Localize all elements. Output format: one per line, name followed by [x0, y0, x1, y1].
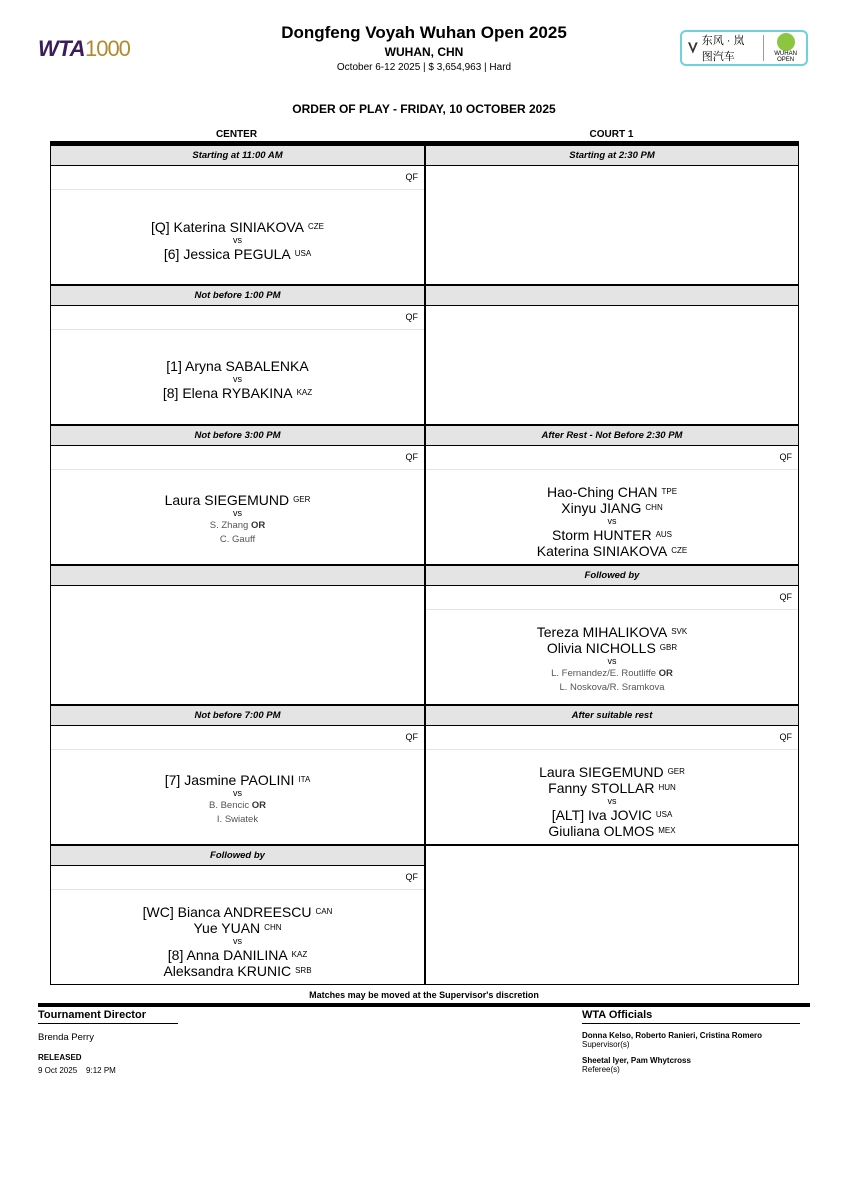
player-name: [426, 823, 798, 839]
player-name: [51, 219, 424, 235]
player-nationality: MEX: [658, 826, 676, 835]
player-first: Xinyu: [561, 500, 597, 516]
time-slot-header: [50, 425, 425, 446]
player-last: YUAN: [221, 920, 261, 936]
vs-label: vs: [607, 516, 617, 526]
or-label: OR: [251, 800, 267, 811]
player-nationality: GER: [667, 767, 685, 776]
player-last: SINIAKOVA: [229, 219, 305, 235]
player-seed: [1]: [166, 358, 182, 374]
player-first: Yue: [193, 920, 218, 936]
player-last: ANDREESCU: [223, 904, 312, 920]
alternative-name: I. Swiatek: [216, 814, 259, 825]
time-slot-header: [50, 705, 425, 726]
player-nationality: HUN: [658, 783, 676, 792]
match-cell: [50, 445, 425, 565]
player-first: Fanny: [548, 780, 588, 796]
player-last: JOVIC: [610, 807, 652, 823]
round-label: QF: [405, 732, 418, 742]
round-label: QF: [779, 452, 792, 462]
player-last: JIANG: [600, 500, 642, 516]
player-name: [51, 359, 424, 374]
referees-role: Referee(s): [582, 1065, 620, 1074]
match-cell: [50, 305, 425, 425]
vs-label: vs: [233, 508, 242, 518]
or-label: OR: [658, 668, 673, 679]
player-last: PEGULA: [233, 246, 291, 262]
time-slot-header: [50, 845, 425, 866]
player-nationality: GER: [293, 495, 311, 504]
wuhan-open-text: WUHAN OPEN: [774, 51, 797, 63]
player-seed: [ALT]: [551, 807, 585, 823]
player-name: [51, 385, 424, 401]
match-cell: [50, 865, 425, 985]
player-last: HUNTER: [593, 527, 652, 543]
match-block: [426, 624, 798, 695]
time-slot-label: After Rest - Not Before 2:30 PM: [541, 430, 683, 441]
player-last: PAOLINI: [240, 772, 295, 788]
player-name: [51, 492, 424, 508]
time-slot-label: Not before 3:00 PM: [194, 430, 281, 441]
player-last: SIEGEMUND: [578, 764, 664, 780]
time-slot-label: Starting at 2:30 PM: [569, 150, 655, 161]
player-first: Elena: [182, 385, 219, 401]
player-nationality: GBR: [659, 643, 678, 652]
player-seed: [8]: [162, 385, 179, 401]
vs-label: vs: [233, 235, 242, 245]
player-first: Iva: [588, 807, 607, 823]
player-seed: [8]: [167, 947, 184, 963]
time-slot-header: [50, 285, 425, 306]
player-nationality: ITA: [298, 775, 311, 784]
round-divider: [426, 609, 798, 610]
player-first: Laura: [164, 492, 201, 508]
alternative-name: B. Bencic: [208, 800, 250, 811]
wta-level-text: 1000: [84, 36, 130, 61]
sponsor-text: 东风 · 岚图汽车: [701, 35, 745, 63]
match-cell: [425, 585, 799, 705]
round-divider: [51, 749, 424, 750]
released-value: 9 Oct 2025 9:12 PM: [38, 1066, 116, 1075]
player-seed: [6]: [163, 246, 180, 262]
player-name: [426, 543, 798, 559]
alternative-name: L. Noskova/R. Sramkova: [559, 682, 665, 693]
player-nationality: SRB: [295, 966, 312, 975]
match-block: [426, 484, 798, 559]
player-name: [51, 920, 424, 936]
empty-cell: [425, 845, 799, 985]
player-last: OLMOS: [603, 823, 655, 839]
player-first: Tereza: [536, 624, 579, 640]
order-of-play-title: ORDER OF PLAY - FRIDAY, 10 OCTOBER 2025: [292, 102, 556, 116]
player-last: CHAN: [617, 484, 658, 500]
player-name: [426, 640, 798, 656]
tournament-city: WUHAN, CHN: [384, 45, 464, 59]
player-nationality: CZE: [308, 222, 325, 231]
alternative-opponent: [51, 799, 424, 813]
time-slot-label: Not before 1:00 PM: [194, 290, 281, 301]
time-slot-label: Followed by: [584, 570, 640, 581]
alternative-opponent: [51, 813, 424, 827]
player-first: Storm: [551, 527, 590, 543]
vs-label: vs: [607, 656, 617, 666]
alternative-name: C. Gauff: [219, 534, 256, 545]
match-block: [51, 772, 424, 827]
discretion-note: Matches may be moved at the Supervisor's discretion: [309, 990, 539, 1000]
director-title: Tournament Director: [38, 1009, 178, 1024]
player-last: SABALENKA: [225, 358, 309, 374]
or-label: OR: [250, 520, 266, 531]
player-first: Olivia: [546, 640, 582, 656]
player-nationality: CZE: [671, 546, 688, 555]
player-name: [51, 947, 424, 963]
match-cell: [425, 725, 799, 845]
time-slot-header: [425, 425, 799, 446]
time-slot-label: Starting at 11:00 AM: [192, 150, 283, 161]
player-name: [426, 484, 798, 500]
round-label: QF: [405, 872, 418, 882]
round-divider: [51, 889, 424, 890]
match-block: [51, 219, 424, 262]
referees-names: Sheetal Iyer, Pam Whytcross: [582, 1056, 691, 1065]
time-slot-header: [425, 145, 799, 166]
match-cell: [425, 445, 799, 565]
time-slot-header: [425, 285, 799, 306]
player-nationality: KAZ: [291, 950, 308, 959]
player-last: KRUNIC: [237, 963, 292, 979]
player-nationality: AUS: [655, 530, 673, 539]
footer-rule: [38, 1003, 810, 1007]
player-name: [426, 807, 798, 823]
match-block: [426, 764, 798, 839]
player-seed: [7]: [164, 772, 181, 788]
player-name: [51, 246, 424, 262]
vs-label: vs: [607, 796, 617, 806]
round-divider: [426, 749, 798, 750]
player-last: DANILINA: [223, 947, 288, 963]
vs-label: vs: [233, 936, 242, 946]
wta-officials-block: [582, 1009, 800, 1074]
player-name: [426, 780, 798, 796]
alternative-opponent: [426, 681, 798, 695]
round-label: QF: [405, 172, 418, 182]
round-divider: [51, 469, 424, 470]
player-first: Katerina: [536, 543, 589, 559]
player-first: Laura: [539, 764, 575, 780]
wuhan-open-logo: [771, 33, 800, 63]
round-divider: [51, 189, 424, 190]
round-divider: [51, 329, 424, 330]
supervisors-role: Supervisor(s): [582, 1040, 630, 1049]
player-last: RYBAKINA: [222, 385, 293, 401]
time-slot-label: After suitable rest: [571, 710, 653, 721]
player-name: [51, 772, 424, 788]
released-label: RELEASED: [38, 1053, 82, 1062]
sponsor-logo: [680, 30, 808, 66]
player-name: [51, 963, 424, 979]
player-first: Bianca: [177, 904, 221, 920]
player-nationality: TPE: [661, 487, 678, 496]
player-last: NICHOLLS: [585, 640, 656, 656]
player-nationality: CHN: [264, 923, 282, 932]
alternative-name: L. Fernandez/E. Routliffe: [551, 668, 657, 679]
round-divider: [426, 469, 798, 470]
player-name: [426, 500, 798, 516]
player-seed: [WC]: [142, 904, 174, 920]
player-last: MIHALIKOVA: [582, 624, 668, 640]
wta-logo-text: WTA: [38, 36, 85, 61]
player-first: Giuliana: [548, 823, 600, 839]
tournament-title: Dongfeng Voyah Wuhan Open 2025: [281, 23, 567, 42]
player-first: Jessica: [183, 246, 230, 262]
player-first: Hao-Ching: [546, 484, 614, 500]
player-name: [426, 764, 798, 780]
match-cell: [50, 165, 425, 285]
player-seed: [Q]: [150, 219, 170, 235]
player-nationality: CAN: [315, 907, 333, 916]
director-name: Brenda Perry: [38, 1032, 94, 1043]
player-nationality: USA: [655, 810, 673, 819]
player-name: [426, 624, 798, 640]
tournament-director-block: [38, 1009, 178, 1075]
alternative-opponent: [51, 519, 424, 533]
player-nationality: USA: [294, 249, 312, 258]
court-label-center: CENTER: [215, 129, 258, 140]
time-slot-label: Not before 7:00 PM: [194, 710, 281, 721]
player-name: [51, 904, 424, 920]
empty-cell: [50, 585, 425, 705]
round-label: QF: [779, 732, 792, 742]
match-block: [51, 359, 424, 401]
alternative-opponent: [51, 533, 424, 547]
time-slot-header: [50, 565, 425, 586]
player-nationality: CHN: [645, 503, 663, 512]
officials-title: WTA Officials: [582, 1009, 800, 1024]
match-block: [51, 492, 424, 547]
time-slot-header: [425, 705, 799, 726]
round-label: QF: [405, 452, 418, 462]
schedule-grid: [50, 145, 799, 985]
player-last: SIEGEMUND: [204, 492, 290, 508]
round-label: QF: [779, 592, 792, 602]
tournament-info: October 6-12 2025 | $ 3,654,963 | Hard: [336, 62, 512, 73]
empty-cell: [425, 305, 799, 425]
vs-label: vs: [233, 788, 242, 798]
match-cell: [50, 725, 425, 845]
time-slot-header: [425, 565, 799, 586]
round-label: QF: [405, 312, 418, 322]
time-slot-header: [50, 145, 425, 166]
sponsor-divider: [763, 35, 764, 61]
player-last: STOLLAR: [590, 780, 655, 796]
time-slot-label: Followed by: [210, 850, 265, 861]
player-last: SINIAKOVA: [592, 543, 668, 559]
empty-cell: [425, 165, 799, 285]
player-first: Jasmine: [184, 772, 237, 788]
player-first: Katerina: [173, 219, 226, 235]
player-first: Anna: [186, 947, 220, 963]
player-first: Aleksandra: [163, 963, 234, 979]
player-name: [426, 527, 798, 543]
alternative-opponent: [426, 667, 798, 681]
player-first: Aryna: [184, 358, 222, 374]
court-label-court1: COURT 1: [589, 129, 634, 140]
vs-label: vs: [233, 374, 242, 384]
supervisors-names: Donna Kelso, Roberto Ranieri, Cristina Romero: [582, 1031, 763, 1040]
voyah-icon: [688, 40, 698, 56]
match-block: [51, 904, 424, 979]
player-nationality: SVK: [671, 627, 688, 636]
player-nationality: KAZ: [296, 388, 313, 397]
alternative-name: S. Zhang: [209, 520, 249, 531]
tennis-ball-icon: [777, 33, 795, 51]
